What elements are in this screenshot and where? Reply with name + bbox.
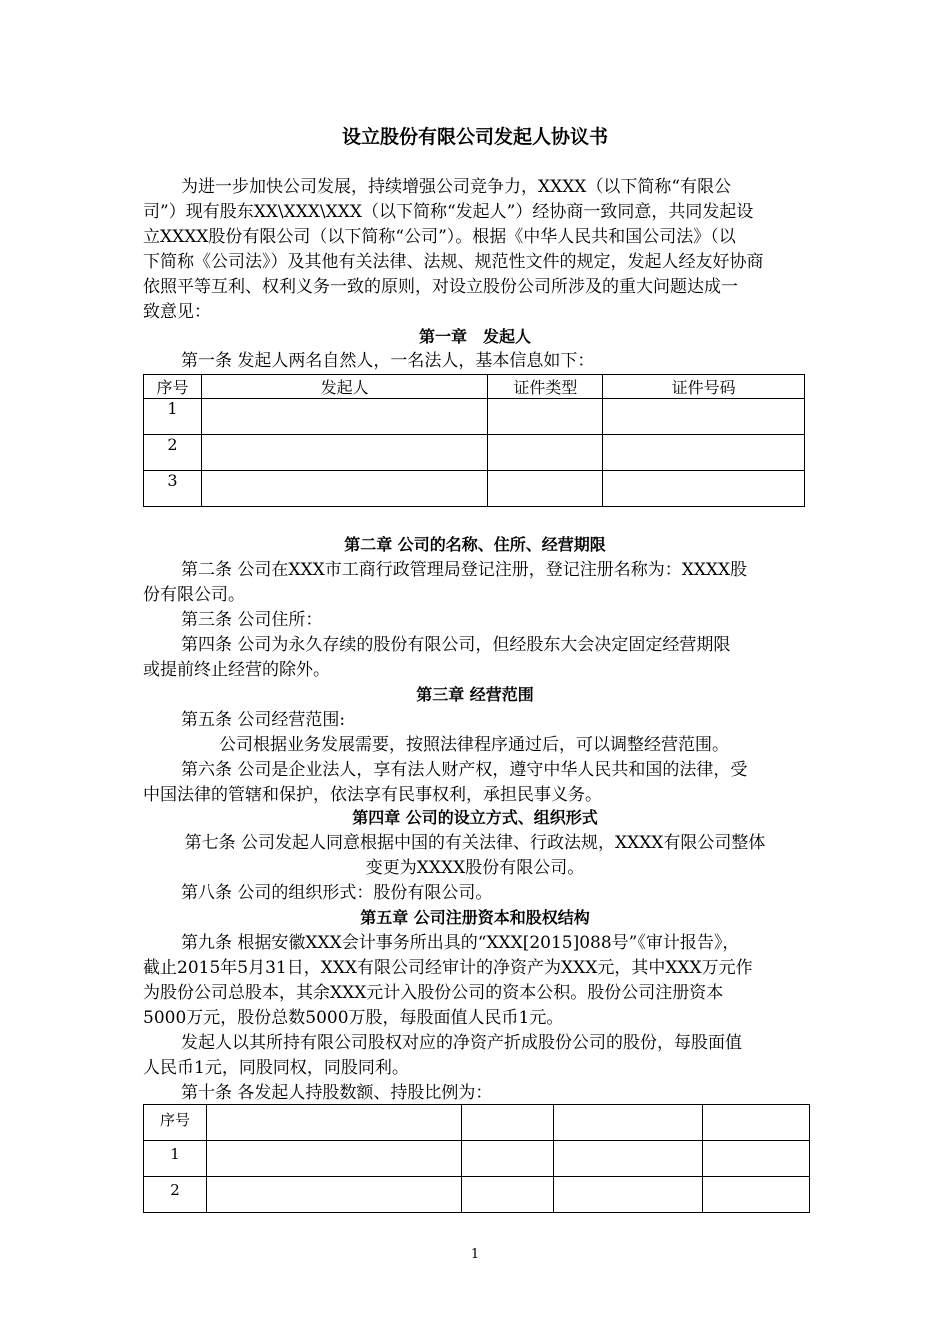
article-line: 人民币1元，同股同权，同股同利。 bbox=[143, 1058, 409, 1078]
table-cell: 1 bbox=[144, 399, 202, 435]
table-header-cell bbox=[554, 1105, 703, 1141]
table-header-cell: 证件号码 bbox=[603, 375, 805, 399]
table-cell bbox=[461, 1177, 554, 1213]
chapter5-heading: 第五章 公司注册资本和股权结构 bbox=[360, 908, 590, 927]
table-row bbox=[144, 1141, 810, 1177]
table-cell bbox=[488, 399, 603, 435]
article-line: 第三条 公司住所： bbox=[181, 610, 323, 630]
table-row bbox=[144, 471, 805, 507]
table-cell bbox=[206, 1141, 461, 1177]
table-cell bbox=[201, 399, 488, 435]
document-title: 设立股份有限公司发起人协议书 bbox=[341, 126, 608, 148]
table-cell bbox=[703, 1177, 810, 1213]
table-cell bbox=[603, 399, 805, 435]
table-header-cell: 序号 bbox=[144, 1105, 207, 1141]
article-line: 第九条 根据安徽XXX会计事务所出具的“XXX[2015]088号”《审计报告》， bbox=[181, 933, 740, 953]
intro-line: 依照平等互利、权利义务一致的原则，对设立股份公司所涉及的重大问题达成一 bbox=[143, 277, 738, 297]
table-cell bbox=[554, 1177, 703, 1213]
table-cell bbox=[206, 1177, 461, 1213]
intro-line: 司”）现有股东XX\XXX\XXX（以下简称“发起人”）经协商一致同意，共同发起设 bbox=[143, 202, 754, 222]
chapter3-heading: 第三章 经营范围 bbox=[416, 685, 534, 704]
table-header-row bbox=[144, 375, 805, 399]
table-row bbox=[144, 399, 805, 435]
table-cell bbox=[603, 435, 805, 471]
article-line: 公司根据业务发展需要，按照法律程序通过后，可以调整经营范围。 bbox=[219, 735, 729, 755]
article-line: 第十条 各发起人持股数额、持股比例为： bbox=[181, 1083, 493, 1103]
table-cell bbox=[201, 471, 488, 507]
founders-table bbox=[143, 374, 805, 507]
table-cell bbox=[488, 471, 603, 507]
article-line: 第二条 公司在XXX市工商行政管理局登记注册，登记注册名称为：XXXX股 bbox=[181, 560, 748, 580]
table-header-cell bbox=[703, 1105, 810, 1141]
table-cell bbox=[554, 1141, 703, 1177]
table-cell bbox=[201, 435, 488, 471]
chapter4-heading: 第四章 公司的设立方式、组织形式 bbox=[352, 808, 598, 827]
article-line: 截止2015年5月31日，XXX有限公司经审计的净资产为XXX元，其中XXX万元作 bbox=[143, 958, 753, 978]
article-line: 为股份公司总股本，其余XXX元计入股份公司的资本公积。股份公司注册资本 bbox=[143, 983, 724, 1003]
table-header-row bbox=[144, 1105, 810, 1141]
table-header-cell: 序号 bbox=[144, 375, 202, 399]
shareholding-table bbox=[143, 1104, 810, 1213]
table-header-cell: 证件类型 bbox=[488, 375, 603, 399]
chapter2-heading: 第二章 公司的名称、住所、经营期限 bbox=[344, 535, 606, 554]
table-cell: 2 bbox=[144, 1177, 207, 1213]
table-cell bbox=[488, 435, 603, 471]
table-header-cell: 发起人 bbox=[201, 375, 488, 399]
article1: 第一条 发起人两名自然人，一名法人，基本信息如下： bbox=[181, 351, 595, 371]
page-number: 1 bbox=[470, 1247, 480, 1262]
article-line: 第六条 公司是企业法人，享有法人财产权，遵守中华人民共和国的法律，受 bbox=[181, 760, 748, 780]
table-cell: 3 bbox=[144, 471, 202, 507]
article-line: 第七条 公司发起人同意根据中国的有关法律、行政法规，XXXX有限公司整体 bbox=[184, 833, 766, 853]
table-row bbox=[144, 435, 805, 471]
table-cell: 2 bbox=[144, 435, 202, 471]
intro-line: 为进一步加快公司发展，持续增强公司竞争力，XXXX（以下简称“有限公 bbox=[181, 177, 732, 197]
table-cell: 1 bbox=[144, 1141, 207, 1177]
article-line: 第五条 公司经营范围: bbox=[181, 710, 346, 730]
table-header-cell bbox=[206, 1105, 461, 1141]
chapter1-heading: 第一章 发起人 bbox=[418, 327, 531, 346]
table-cell bbox=[603, 471, 805, 507]
table-header-cell bbox=[461, 1105, 554, 1141]
article-line: 5000万元，股份总数5000万股，每股面值人民币1元。 bbox=[143, 1008, 564, 1028]
article-line: 第八条 公司的组织形式：股份有限公司。 bbox=[181, 883, 493, 903]
intro-line: 致意见： bbox=[143, 302, 211, 322]
intro-line: 立XXXX股份有限公司（以下简称“公司”）。根据《中华人民共和国公司法》（以 bbox=[143, 227, 736, 247]
article-line: 中国法律的管辖和保护，依法享有民事权利，承担民事义务。 bbox=[143, 785, 602, 805]
article-line: 或提前终止经营的除外。 bbox=[143, 660, 330, 680]
table-cell bbox=[703, 1141, 810, 1177]
table-cell bbox=[461, 1141, 554, 1177]
article-line: 变更为XXXX股份有限公司。 bbox=[365, 858, 585, 878]
article-line: 份有限公司。 bbox=[143, 585, 245, 605]
table-row bbox=[144, 1177, 810, 1213]
intro-line: 下简称《公司法》）及其他有关法律、法规、规范性文件的规定，发起人经友好协商 bbox=[143, 252, 764, 272]
article-line: 第四条 公司为永久存续的股份有限公司，但经股东大会决定固定经营期限 bbox=[181, 635, 731, 655]
article-line: 发起人以其所持有限公司股权对应的净资产折成股份公司的股份，每股面值 bbox=[181, 1033, 742, 1053]
